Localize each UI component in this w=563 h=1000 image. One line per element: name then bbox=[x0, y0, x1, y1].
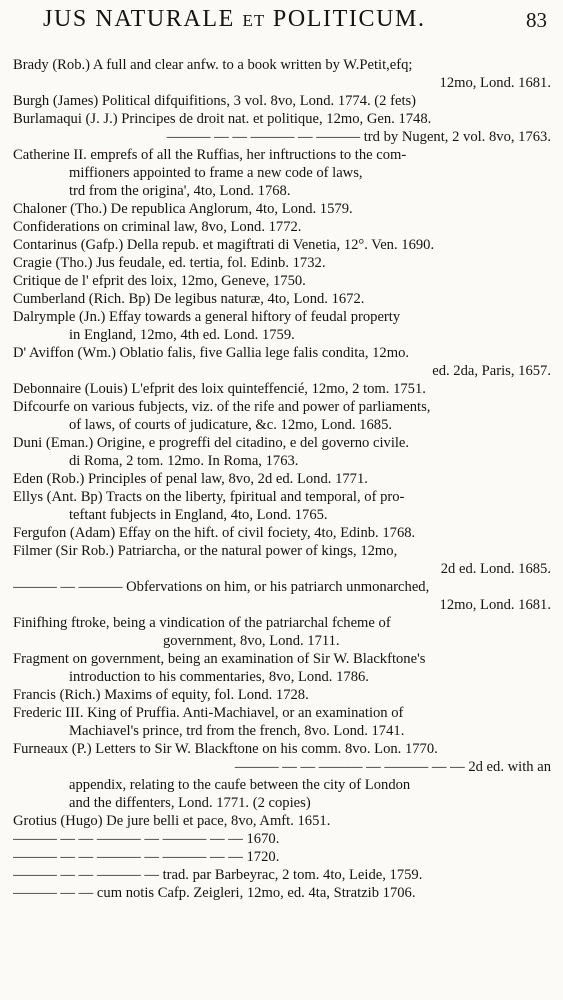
entry-line: Frederic III. King of Pruffia. Anti-Machiavel, or an examination of bbox=[13, 705, 404, 721]
entry-line: Debonnaire (Louis) L'efprit des loix quinteffencié, 12mo, 2 tom. 1751. bbox=[13, 381, 426, 397]
bibliography-entry bbox=[13, 398, 553, 434]
entry-continuation-line: miffioners appointed to frame a new code of laws, bbox=[69, 165, 363, 181]
bibliography-entry bbox=[13, 272, 553, 290]
entry-continuation-line: 12mo, Lond. 1681. bbox=[439, 75, 551, 91]
entry-line: Chaloner (Tho.) De republica Anglorum, 4to, Lond. 1579. bbox=[13, 201, 353, 217]
entry-line: Burgh (James) Political difquifitions, 3 vol. 8vo, Lond. 1774. (2 fets) bbox=[13, 93, 417, 109]
entry-line: Burlamaqui (J. J.) Principes de droit nat. et politique, 12mo, Gen. 1748. bbox=[13, 111, 432, 127]
entry-line: Francis (Rich.) Maxims of equity, fol. Lond. 1728. bbox=[13, 687, 309, 703]
bibliography-entry bbox=[13, 236, 553, 254]
entry-line: ——— — — ——— — ——— — — 1720. bbox=[13, 849, 280, 865]
entry-line: Grotius (Hugo) De jure belli et pace, 8vo, Amft. 1651. bbox=[13, 813, 331, 829]
entry-continuation-line: of laws, of courts of judicature, &c. 12mo, Lond. 1685. bbox=[69, 417, 393, 433]
entry-continuation-line: teftant fubjects in England, 4to, Lond. 1765. bbox=[69, 507, 328, 523]
bibliography-entry bbox=[13, 848, 553, 866]
entry-line: D' Aviffon (Wm.) Oblatio falis, five Gallia lege falis condita, 12mo. bbox=[13, 345, 410, 361]
bibliography-entry bbox=[13, 758, 553, 812]
entry-line: ——— — — ——— — trad. par Barbeyrac, 2 tom. 4to, Leide, 1759. bbox=[13, 867, 423, 883]
entry-continuation-line: 2d ed. Lond. 1685. bbox=[440, 561, 551, 577]
entry-line: Brady (Rob.) A full and clear anfw. to a book written by W.Petit,efq; bbox=[13, 57, 413, 73]
bibliography-entry bbox=[13, 146, 553, 200]
entry-line: Contarinus (Gafp.) Della repub. et magiftrati di Venetia, 12°. Ven. 1690. bbox=[13, 237, 435, 253]
bibliography-entry bbox=[13, 110, 553, 128]
entry-continuation-line: 12mo, Lond. 1681. bbox=[439, 597, 551, 613]
entry-line: Finifhing ftroke, being a vindication of the patriarchal fcheme of bbox=[13, 615, 391, 631]
bibliography-entry bbox=[13, 830, 553, 848]
entry-line: Difcourfe on various fubjects, viz. of the rife and power of parliaments, bbox=[13, 399, 431, 415]
bibliography-entry bbox=[13, 542, 553, 578]
bibliography-entry bbox=[13, 704, 553, 740]
bibliography-entry bbox=[13, 740, 553, 758]
bibliography-entry bbox=[13, 200, 553, 218]
entry-line: ——— — — cum notis Cafp. Zeigleri, 12mo, ed. 4ta, Stratzib 1706. bbox=[13, 885, 416, 901]
entry-line: ——— — — ——— — ——— — — 2d ed. with an bbox=[234, 759, 551, 775]
bibliography-entry bbox=[13, 686, 553, 704]
bibliography-entry bbox=[13, 488, 553, 524]
entry-line: Confiderations on criminal law, 8vo, Lond. 1772. bbox=[13, 219, 302, 235]
running-title-part2: POLITICUM. bbox=[272, 6, 426, 32]
entry-line: Duni (Eman.) Origine, e progreffi del citadino, e del governo civile. bbox=[13, 435, 410, 451]
entry-line: Ellys (Ant. Bp) Tracts on the liberty, fpiritual and temporal, of pro- bbox=[13, 489, 405, 505]
bibliography-list bbox=[13, 56, 553, 902]
page-header bbox=[13, 6, 553, 56]
entry-continuation-line: introduction to his commentaries, 8vo, Lond. 1786. bbox=[69, 669, 369, 685]
bibliography-entry bbox=[13, 308, 553, 344]
entry-continuation-line: di Roma, 2 tom. 12mo. In Roma, 1763. bbox=[69, 453, 299, 469]
bibliography-entry bbox=[13, 290, 553, 308]
entry-line: Cragie (Tho.) Jus feudale, ed. tertia, fol. Edinb. 1732. bbox=[13, 255, 326, 271]
entry-line: ——— — — ——— — ——— — — 1670. bbox=[13, 831, 280, 847]
bibliography-entry bbox=[13, 866, 553, 884]
entry-line: Filmer (Sir Rob.) Patriarcha, or the natural power of kings, 12mo, bbox=[13, 543, 398, 559]
running-title-connector: ET bbox=[242, 11, 266, 30]
bibliography-entry bbox=[13, 254, 553, 272]
entry-continuation-line: trd from the origina', 4to, Lond. 1768. bbox=[69, 183, 291, 199]
entry-line: Catherine II. emprefs of all the Ruffias, her inftructions to the com- bbox=[13, 147, 407, 163]
entry-continuation-line: in England, 12mo, 4th ed. Lond. 1759. bbox=[69, 327, 295, 343]
bibliography-entry bbox=[13, 614, 553, 650]
bibliography-entry bbox=[13, 578, 553, 614]
bibliography-entry bbox=[13, 650, 553, 686]
bibliography-entry bbox=[13, 434, 553, 470]
page-number: 83 bbox=[526, 8, 547, 32]
entry-line: Furneaux (P.) Letters to Sir W. Blackftone on his comm. 8vo. Lon. 1770. bbox=[13, 741, 438, 757]
entry-continuation-line: appendix, relating to the caufe between the city of London bbox=[69, 777, 411, 793]
bibliography-entry bbox=[13, 380, 553, 398]
bibliography-entry bbox=[13, 344, 553, 380]
bibliography-entry bbox=[13, 470, 553, 488]
running-title bbox=[43, 6, 426, 33]
entry-line: Cumberland (Rich. Bp) De legibus naturæ, 4to, Lond. 1672. bbox=[13, 291, 365, 307]
bibliography-entry bbox=[13, 56, 553, 92]
entry-line: ——— — ——— Obfervations on him, or his patriarch unmonarched, bbox=[13, 579, 430, 595]
bibliography-entry bbox=[13, 812, 553, 830]
entry-continuation-line: Machiavel's prince, trd from the french, 8vo. Lond. 1741. bbox=[69, 723, 405, 739]
running-title-part1: JUS NATURALE bbox=[43, 6, 235, 32]
entry-line: Fergufon (Adam) Effay on the hift. of civil fociety, 4to, Edinb. 1768. bbox=[13, 525, 416, 541]
entry-continuation-line: government, 8vo, Lond. 1711. bbox=[163, 633, 340, 649]
entry-line: Eden (Rob.) Principles of penal law, 8vo, 2d ed. Lond. 1771. bbox=[13, 471, 368, 487]
entry-line: ——— — — ——— — ——— trd by Nugent, 2 vol. 8vo, 1763. bbox=[166, 129, 551, 145]
bibliography-entry bbox=[13, 524, 553, 542]
bibliography-entry bbox=[13, 884, 553, 902]
entry-line: Fragment on government, being an examination of Sir W. Blackftone's bbox=[13, 651, 426, 667]
entry-continuation-line: and the diffenters, Lond. 1771. (2 copies) bbox=[69, 795, 311, 811]
bibliography-entry bbox=[13, 218, 553, 236]
bibliography-entry bbox=[13, 92, 553, 110]
bibliography-entry bbox=[13, 128, 553, 146]
entry-continuation-line: ed. 2da, Paris, 1657. bbox=[432, 363, 551, 379]
entry-line: Critique de l' efprit des loix, 12mo, Geneve, 1750. bbox=[13, 273, 306, 289]
entry-line: Dalrymple (Jn.) Effay towards a general hiftory of feudal property bbox=[13, 309, 401, 325]
